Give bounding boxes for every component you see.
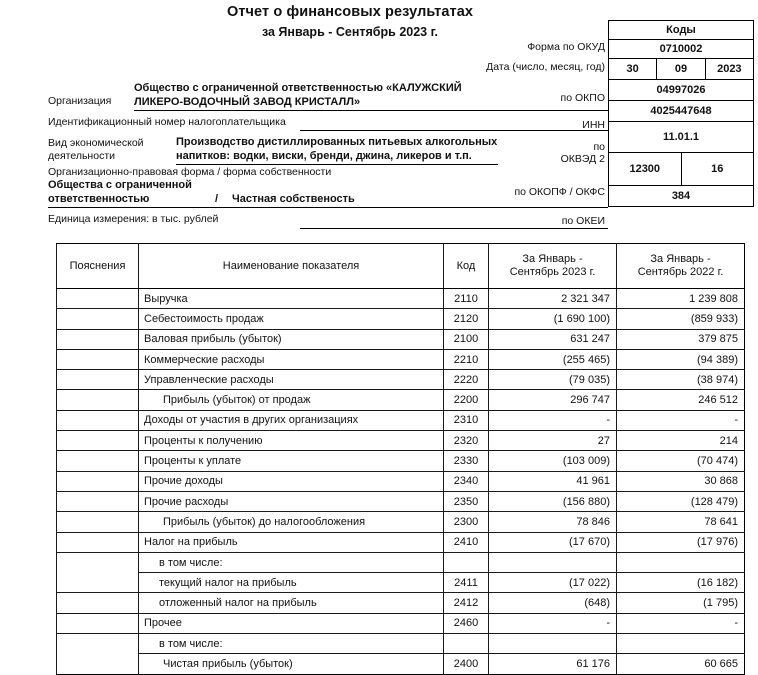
cell-value-2022: -	[617, 613, 745, 633]
caption-date: Дата (число, месяц, год)	[486, 61, 605, 73]
codes-panel	[608, 20, 754, 207]
cell-indicator-name: Прибыль (убыток) от продаж	[139, 390, 444, 410]
cell-value-2022: (70 474)	[617, 451, 745, 471]
cell-indicator-name: Коммерческие расходы	[139, 349, 444, 369]
cell-value-2023: 2 321 347	[489, 289, 617, 309]
cell-value-2023: (255 465)	[489, 349, 617, 369]
cell-indicator-name: Прочие доходы	[139, 471, 444, 491]
cell-code: 2340	[444, 471, 489, 491]
cell-indicator-name: текущий налог на прибыль	[139, 573, 444, 593]
table-row	[57, 329, 745, 349]
organization-name-line1: Общество с ограниченной ответственностью «КАЛУЖСКИЙ	[134, 82, 462, 94]
cell-value-2023: 631 247	[489, 329, 617, 349]
codes-row-date	[609, 59, 753, 80]
cell-code: 2412	[444, 593, 489, 613]
codes-row-okpo	[609, 80, 753, 101]
cell-code: 2300	[444, 512, 489, 532]
cell-explanations	[57, 431, 139, 451]
cell-code: 2220	[444, 370, 489, 390]
cell-indicator-name: Прочие расходы	[139, 491, 444, 511]
header-period-2023-line1: За Январь -	[522, 253, 583, 265]
cell-code: 2310	[444, 410, 489, 430]
unit-underline	[300, 228, 608, 229]
table-row	[57, 593, 745, 613]
cell-explanations	[57, 512, 139, 532]
cell-value-2023: (103 009)	[489, 451, 617, 471]
header-period-2022-line1: За Январь -	[650, 253, 711, 265]
cell-explanations	[57, 349, 139, 369]
activity-value-line2: напитков: водки, виски, бренди, джина, ликеров и т.п.	[176, 150, 472, 162]
cell-code: 2411	[444, 573, 489, 593]
cell-value-2022: (94 389)	[617, 349, 745, 369]
cell-code	[444, 552, 489, 572]
code-date-day: 30	[626, 63, 639, 75]
cell-value-2022: 214	[617, 431, 745, 451]
table-row	[57, 471, 745, 491]
table-row	[57, 491, 745, 511]
cell-value-2022: (16 182)	[617, 573, 745, 593]
caption-inn: ИНН	[582, 119, 605, 131]
cell-explanations	[57, 634, 139, 654]
cell-explanations	[57, 471, 139, 491]
cell-value-2022: (128 479)	[617, 491, 745, 511]
cell-value-2022: -	[617, 410, 745, 430]
financial-results-table	[56, 243, 745, 675]
code-okved-value: 11.01.1	[662, 131, 700, 143]
cell-explanations	[57, 451, 139, 471]
cell-code: 2110	[444, 289, 489, 309]
organization-name-line2: ЛИКЕРО-ВОДОЧНЫЙ ЗАВОД КРИСТАЛЛ»	[134, 96, 361, 108]
cell-value-2023: (156 880)	[489, 491, 617, 511]
cell-explanations	[57, 552, 139, 572]
cell-value-2023: (79 035)	[489, 370, 617, 390]
code-inn-value: 4025447648	[650, 105, 712, 117]
cell-explanations	[57, 309, 139, 329]
cell-code: 2200	[444, 390, 489, 410]
activity-value-line1: Производство дистиллированных питьевых алкогольных	[176, 136, 498, 148]
cell-value-2023: (17 670)	[489, 532, 617, 552]
caption-okei: по ОКЕИ	[561, 215, 605, 227]
table-row	[57, 431, 745, 451]
organization-label: Организация	[48, 95, 112, 107]
cell-code: 2460	[444, 613, 489, 633]
cell-value-2023: 78 846	[489, 512, 617, 532]
cell-value-2022: 379 875	[617, 329, 745, 349]
cell-value-2023: (648)	[489, 593, 617, 613]
codes-row-okud	[609, 40, 753, 59]
code-okfs-value: 16	[681, 153, 754, 185]
cell-value-2022: (859 933)	[617, 309, 745, 329]
page-subtitle: за Январь - Сентябрь 2023 г.	[261, 25, 439, 39]
activity-label-line1: Вид экономической	[48, 137, 144, 149]
cell-code: 2410	[444, 532, 489, 552]
cell-indicator-name: Себестоимость продаж	[139, 309, 444, 329]
cell-value-2022: (17 976)	[617, 532, 745, 552]
inn-label: Идентификационный номер налогоплательщика	[48, 116, 286, 128]
cell-code: 2400	[444, 654, 489, 674]
cell-explanations	[57, 370, 139, 390]
cell-value-2022: (38 974)	[617, 370, 745, 390]
cell-indicator-name: Проценты к получению	[139, 431, 444, 451]
cell-value-2023: 41 961	[489, 471, 617, 491]
codes-row-okei	[609, 186, 753, 207]
table-row	[57, 390, 745, 410]
cell-value-2022: 78 641	[617, 512, 745, 532]
cell-value-2022	[617, 634, 745, 654]
cell-value-2023: 27	[489, 431, 617, 451]
code-date-year: 2023	[705, 59, 753, 79]
cell-explanations	[57, 329, 139, 349]
header-period-2023-line2: Сентябрь 2023 г.	[509, 266, 596, 278]
cell-code	[444, 634, 489, 654]
table-row	[57, 410, 745, 430]
table-row	[57, 573, 745, 593]
header-explanations: Пояснения	[57, 244, 139, 289]
cell-value-2023: -	[489, 613, 617, 633]
cell-explanations	[57, 532, 139, 552]
table-row	[57, 289, 745, 309]
cell-explanations	[57, 390, 139, 410]
codes-row-okopf-okfs	[609, 153, 753, 186]
cell-indicator-name: Чистая прибыль (убыток)	[139, 654, 444, 674]
cell-value-2023: -	[489, 410, 617, 430]
cell-explanations	[57, 654, 139, 674]
inn-underline	[300, 130, 608, 131]
header-period-2022-line2: Сентябрь 2022 г.	[637, 266, 724, 278]
cell-value-2022	[617, 552, 745, 572]
header-period-2022	[617, 244, 745, 289]
cell-code: 2320	[444, 431, 489, 451]
cell-indicator-name: в том числе:	[139, 634, 444, 654]
table-row	[57, 512, 745, 532]
cell-explanations	[57, 491, 139, 511]
cell-explanations	[57, 613, 139, 633]
unit-label: Единица измерения:	[48, 213, 150, 225]
table-row	[57, 634, 745, 654]
cell-indicator-name: в том числе:	[139, 552, 444, 572]
cell-value-2023: 296 747	[489, 390, 617, 410]
cell-value-2022: (1 795)	[617, 593, 745, 613]
table-row	[57, 349, 745, 369]
caption-okopf-okfs: по ОКОПФ / ОКФС	[514, 186, 605, 198]
cell-value-2022: 60 665	[617, 654, 745, 674]
page-title: Отчет о финансовых результатах	[226, 4, 474, 20]
codes-header-row	[609, 21, 753, 40]
header-code: Код	[444, 244, 489, 289]
cell-value-2023	[489, 634, 617, 654]
cell-indicator-name: Валовая прибыль (убыток)	[139, 329, 444, 349]
caption-okud: Форма по ОКУД	[527, 41, 605, 53]
cell-explanations	[57, 573, 139, 593]
cell-value-2022: 1 239 808	[617, 289, 745, 309]
code-date-month: 09	[656, 59, 704, 79]
legal-form-label: Организационно-правовая форма / форма собственности	[48, 166, 332, 178]
table-row	[57, 451, 745, 471]
cell-value-2023	[489, 552, 617, 572]
ownership-value: Частная собственость	[232, 193, 355, 205]
cell-code: 2120	[444, 309, 489, 329]
header-period-2023	[489, 244, 617, 289]
cell-indicator-name: Управленческие расходы	[139, 370, 444, 390]
table-row	[57, 654, 745, 674]
caption-okved-line2: ОКВЭД 2	[560, 153, 605, 165]
cell-code: 2330	[444, 451, 489, 471]
header-indicator: Наименование показателя	[139, 244, 444, 289]
organization-underline	[134, 110, 608, 111]
cell-explanations	[57, 289, 139, 309]
cell-indicator-name: Налог на прибыль	[139, 532, 444, 552]
cell-indicator-name: Доходы от участия в других организациях	[139, 410, 444, 430]
table-header-row	[57, 244, 745, 289]
legal-form-line2: ответственностью	[48, 193, 150, 205]
codes-row-inn	[609, 101, 753, 122]
caption-okpo: по ОКПО	[560, 92, 605, 104]
activity-label-line2: деятельности	[48, 150, 115, 162]
table-row	[57, 370, 745, 390]
cell-indicator-name: отложенный налог на прибыль	[139, 593, 444, 613]
code-okpo-value: 04997026	[656, 84, 706, 96]
code-okei-value: 384	[671, 190, 691, 202]
codes-row-okved	[609, 122, 753, 153]
cell-value-2022: 30 868	[617, 471, 745, 491]
table-row	[57, 613, 745, 633]
caption-okved-line1: по	[593, 141, 605, 153]
code-okud-value: 0710002	[659, 43, 703, 55]
cell-value-2023: 61 176	[489, 654, 617, 674]
codes-header-label: Коды	[666, 24, 696, 36]
table-row	[57, 532, 745, 552]
cell-value-2023: (1 690 100)	[489, 309, 617, 329]
legal-form-line1: Общества с ограниченной	[48, 179, 192, 191]
cell-indicator-name: Прибыль (убыток) до налогообложения	[139, 512, 444, 532]
cell-value-2023: (17 022)	[489, 573, 617, 593]
cell-indicator-name: Проценты к уплате	[139, 451, 444, 471]
cell-indicator-name: Прочее	[139, 613, 444, 633]
cell-indicator-name: Выручка	[139, 289, 444, 309]
ownership-separator: /	[215, 193, 219, 205]
table-row	[57, 552, 745, 572]
table-row	[57, 309, 745, 329]
unit-value: в тыс. рублей	[152, 213, 219, 225]
cell-value-2022: 246 512	[617, 390, 745, 410]
cell-explanations	[57, 410, 139, 430]
cell-code: 2100	[444, 329, 489, 349]
code-okopf-value: 12300	[629, 163, 661, 175]
cell-explanations	[57, 593, 139, 613]
cell-code: 2350	[444, 491, 489, 511]
activity-underline	[176, 164, 498, 165]
legal-form-underline	[48, 207, 608, 208]
cell-code: 2210	[444, 349, 489, 369]
